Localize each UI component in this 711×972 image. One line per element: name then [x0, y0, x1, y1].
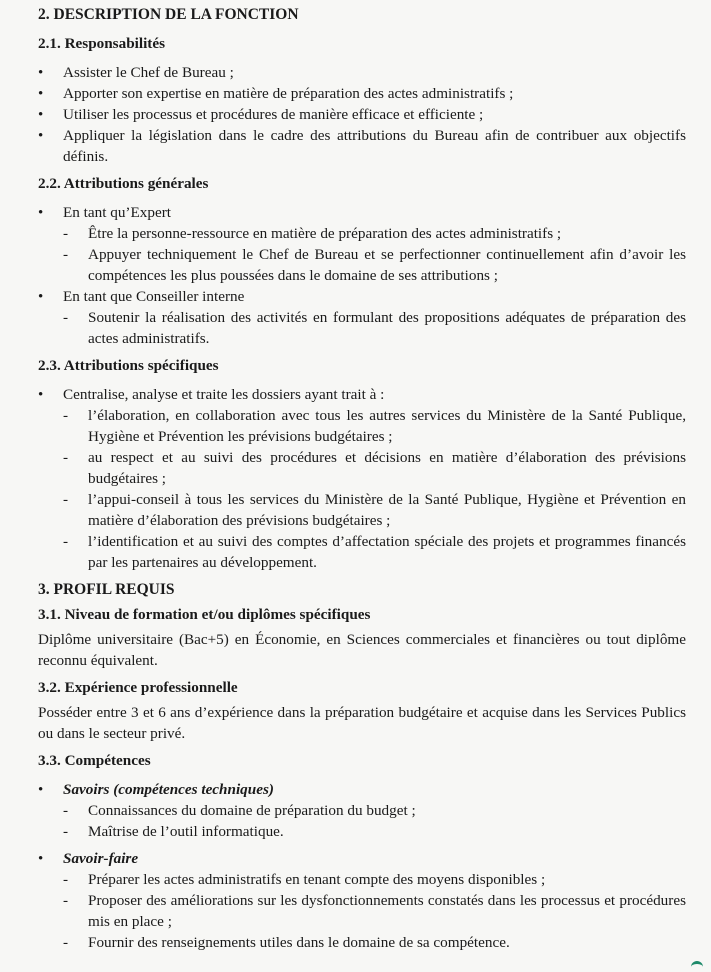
section-2-2-title: 2.2. Attributions générales	[38, 175, 209, 192]
dash-icon: -	[63, 246, 69, 263]
bullet-icon	[38, 62, 48, 84]
list-item: • Assister le Chef de Bureau ;	[38, 62, 686, 83]
bullet-icon	[38, 104, 48, 126]
section-3-2	[38, 677, 686, 744]
sub-list-item: - Proposer des améliorations sur les dysfonctionnements constatés dans les processus et procédures mis en place ;	[63, 892, 686, 930]
dash-icon: -	[63, 491, 69, 508]
sub-list-item: - Préparer les actes administratifs en tenant compte des moyens disponibles ;	[63, 871, 546, 888]
dash-icon: -	[63, 934, 69, 951]
list-item: • Savoirs (compétences techniques) - Connaissances du domaine de préparation du budget ; - Maîtrise de l’outil informatique.	[38, 779, 686, 842]
general-attributions-list	[38, 202, 686, 349]
sub-list	[63, 405, 686, 573]
section-2-title: 2. DESCRIPTION DE LA FONCTION	[38, 6, 299, 23]
list-item: • Utiliser les processus et procédures de manière efficace et efficiente ;	[38, 104, 686, 125]
sub-list-item: - Appuyer techniquement le Chef de Bureau et se perfectionner continuellement afin d’avoir les compétences les plus poussées dans le domaine de ses attributions ;	[63, 246, 686, 284]
sub-list-item: - Maîtrise de l’outil informatique.	[63, 823, 284, 840]
section-2-3	[38, 355, 686, 573]
list-item: • Centralise, analyse et traite les dossiers ayant trait à : - l’élaboration, en collaboration avec tous les autres services du Ministère de la Santé Publique, Hygiène et Prévention les prévisions budgétaires ; - au respect et au suivi des procédures et décisions en matière d’élaboration des prévisions budgétaires ; - l’appui-conseil à tous les services du Ministère de la Santé Publique, Hygiène et Prévention en matière d’élaboration des prévisions budgétaires ; - l’identification et au suivi des comptes d’affectation spéciale des projets et programmes financés par les partenaires au développement.	[38, 384, 686, 573]
green-ink-mark-icon	[691, 961, 703, 972]
bullet-icon	[38, 83, 48, 105]
section-3-title: 3. PROFIL REQUIS	[38, 581, 175, 598]
section-3-1	[38, 604, 686, 671]
bullet-icon	[38, 848, 48, 870]
bullet-icon	[38, 125, 48, 147]
dash-icon: -	[63, 892, 69, 909]
dash-icon: -	[63, 407, 69, 424]
dash-icon: -	[63, 225, 69, 242]
education-text: Diplôme universitaire (Bac+5) en Économie, en Sciences commerciales et financières ou tout diplôme reconnu équivalent.	[38, 631, 686, 669]
dash-icon: -	[63, 309, 69, 326]
dash-icon: -	[63, 802, 69, 819]
dash-icon: -	[63, 449, 69, 466]
sub-list-item: - au respect et au suivi des procédures et décisions en matière d’élaboration des prévisions budgétaires ;	[63, 449, 686, 487]
sub-list	[63, 223, 686, 286]
sub-list	[63, 869, 686, 953]
sub-list-item: - Connaissances du domaine de préparation du budget ;	[63, 802, 416, 819]
section-3-3-title: 3.3. Compétences	[38, 752, 151, 769]
list-item: • En tant que Conseiller interne - Soutenir la réalisation des activités en formulant des propositions adéquates de préparation des actes administratifs.	[38, 286, 686, 349]
dash-icon: -	[63, 533, 69, 550]
list-item: • Savoir-faire - Préparer les actes administratifs en tenant compte des moyens disponibles ; - Proposer des améliorations sur les dysfonctionnements constatés dans les processus et procédures mis en place ; - Fournir des renseignements utiles dans le domaine de sa compétence.	[38, 848, 686, 953]
competences-list	[38, 779, 686, 953]
list-item: • Appliquer la législation dans le cadre des attributions du Bureau afin de contribuer aux objectifs définis.	[38, 125, 686, 167]
document-page	[38, 4, 686, 959]
sub-list	[63, 307, 686, 349]
sub-list	[63, 800, 686, 842]
section-3-3	[38, 750, 686, 953]
experience-text: Posséder entre 3 et 6 ans d’expérience dans la préparation budgétaire et acquise dans les Services Publics ou dans le secteur privé.	[38, 704, 686, 742]
bullet-icon	[38, 286, 48, 308]
list-item: • Apporter son expertise en matière de préparation des actes administratifs ;	[38, 83, 686, 104]
list-item: • En tant qu’Expert - Être la personne-ressource en matière de préparation des actes administratifs ; - Appuyer techniquement le Chef de Bureau et se perfectionner continuellement afin d’avoir les compétences les plus poussées dans le domaine de ses attributions ;	[38, 202, 686, 286]
sub-list-item: - l’appui-conseil à tous les services du Ministère de la Santé Publique, Hygiène et Prévention en matière d’élaboration des prévisions budgétaires ;	[63, 491, 686, 529]
section-2-1	[38, 33, 686, 167]
bullet-icon	[38, 202, 48, 224]
dash-icon: -	[63, 823, 69, 840]
responsibilities-list	[38, 62, 686, 167]
sub-list-item: - l’élaboration, en collaboration avec tous les autres services du Ministère de la Santé Publique, Hygiène et Prévention les prévisions budgétaires ;	[63, 407, 686, 445]
bullet-icon	[38, 384, 48, 406]
sub-list-item: - l’identification et au suivi des comptes d’affectation spéciale des projets et programmes financés par les partenaires au développement.	[63, 533, 686, 571]
section-2-1-title: 2.1. Responsabilités	[38, 35, 166, 52]
section-3-2-title: 3.2. Expérience professionnelle	[38, 679, 238, 696]
sub-list-item: - Fournir des renseignements utiles dans le domaine de sa compétence.	[63, 934, 510, 951]
sub-list-item: - Être la personne-ressource en matière de préparation des actes administratifs ;	[63, 225, 562, 242]
specific-attributions-list	[38, 384, 686, 573]
bullet-icon	[38, 779, 48, 801]
section-2-3-title: 2.3. Attributions spécifiques	[38, 357, 219, 374]
section-2-2	[38, 173, 686, 349]
dash-icon: -	[63, 871, 69, 888]
section-3-1-title: 3.1. Niveau de formation et/ou diplômes spécifiques	[38, 606, 371, 623]
sub-list-item: - Soutenir la réalisation des activités en formulant des propositions adéquates de préparation des actes administratifs.	[63, 309, 686, 347]
